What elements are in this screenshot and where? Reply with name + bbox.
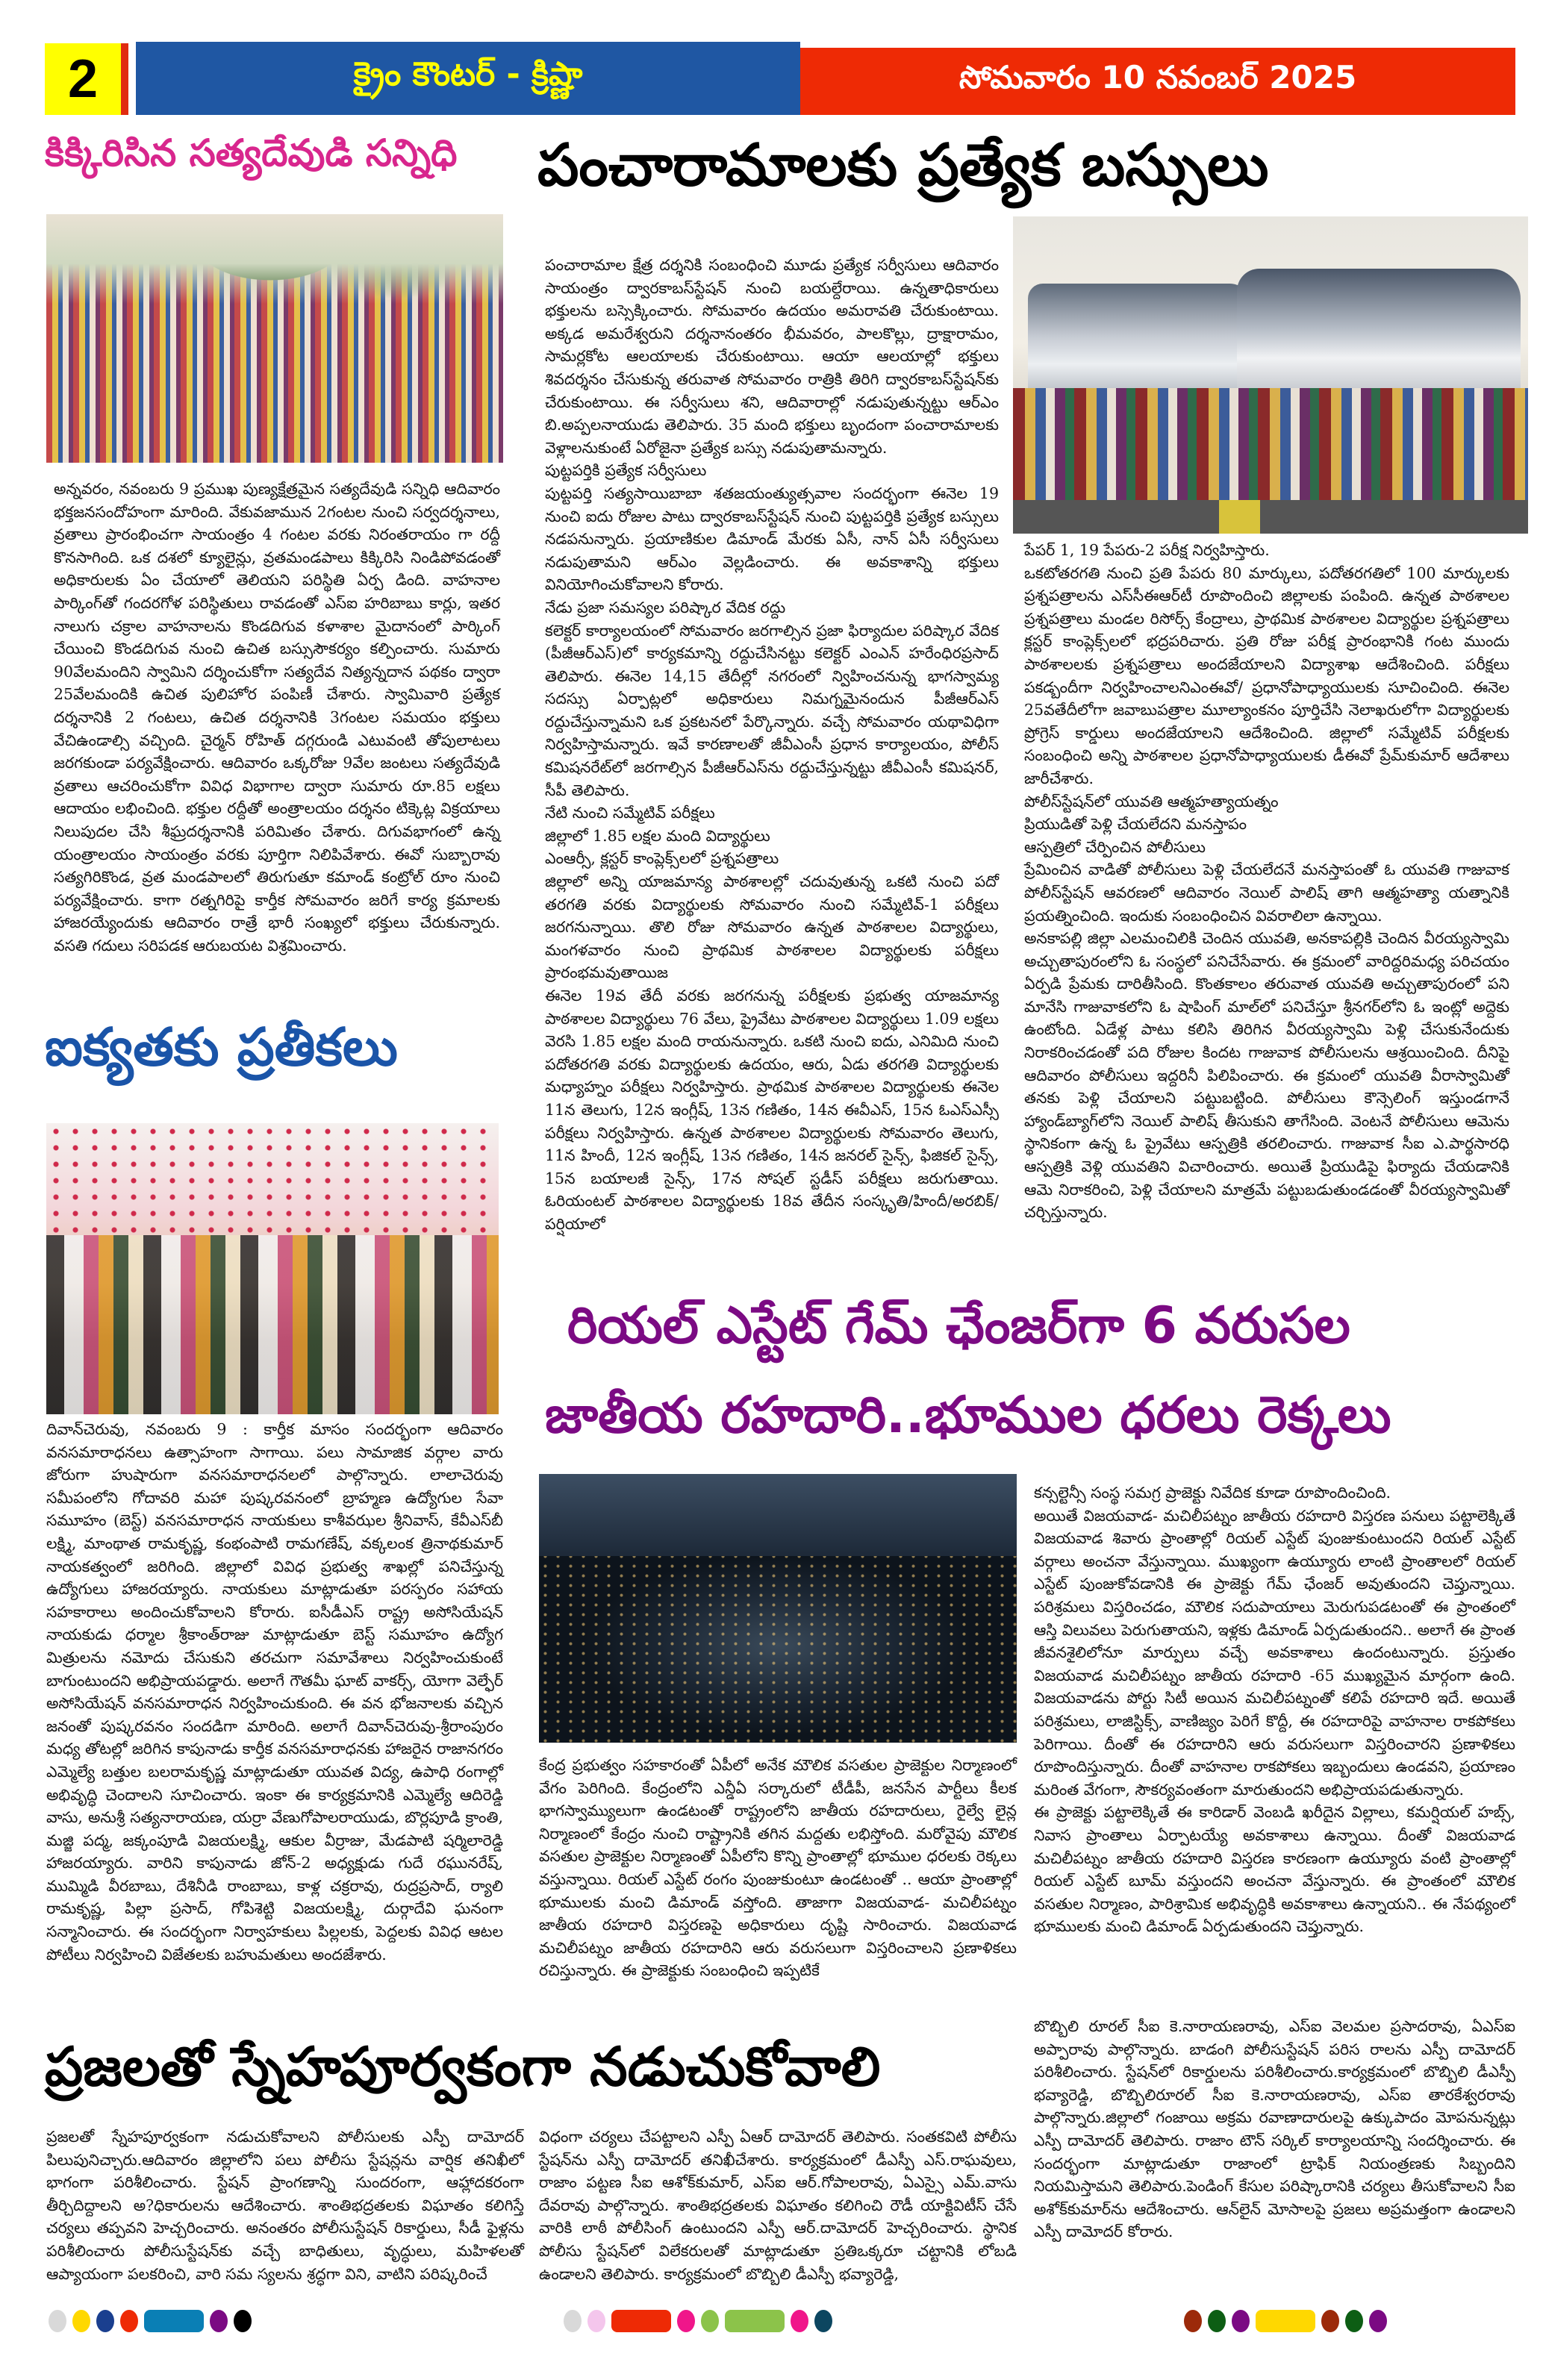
article-paragraph: కన్సల్టెన్సీ సంస్థ సమగ్ర ప్రాజెక్టు నివేదిక కూడా రూపొందించింది. (1034, 1484, 1391, 1502)
color-swatch (1256, 2310, 1315, 2332)
article-subheading: నేడు ప్రజా సమస్యల పరిష్కార వేదిక రద్దు (545, 598, 786, 616)
article-paragraph: అయితే విజయవాడ- మచిలీపట్నం జాతీయ రహదారి విస్తరణ పనులు పట్టాలెక్కితే విజయవాడ శివారు ప్రాంతాల్లో రియల్ ఎస్టేట్ పుంజుకుంటుందని రియల్ ఎస్టేట్ వర్గాలు అంచనా వేస్తున్నాయి. ముఖ్యంగా ఉయ్యూరు లాంటి ప్రాంతాలలో రియల్ ఎస్టేట్ పుంజుకోవడానికి ఈ ప్రాజెక్టు గేమ్ ఛేంజర్ అవుతుందని చెప్తున్నాయి. పరిశ్రమలు విస్తరించడం, మౌలిక సదుపాయాలు మెరుగుపడటంతో ఈ ప్రాంతంలో ఆస్తి విలువలు పెరుగుతాయని, ఇళ్లకు డిమాండ్ ఏర్పడుతుందని.. అలాగే ఈ ప్రాంత జీవనశైలిలోనూ మార్పులు వచ్చే అవకాశాలు ఉందంటున్నారు. ప్రస్తుతం విజయవాడ మచిలీపట్నం జాతీయ రహదారి -65 ముఖ్యమైన మార్గంగా ఉంది. విజయవాడను పోర్టు సిటీ అయిన మచిలీపట్నంతో కలిపే రహదారి ఇదే. అయితే పరిశ్రమలు, లాజిస్టిక్స్, వాణిజ్యం పెరిగే కొద్దీ, ఈ రహదారిపై వాహనాల రాకపోకలు పెరిగాయి. దీంతో ఈ రహదారిని ఆరు వరుసలుగా విస్తరించారని ప్రణాళికలు రూపొందిస్తున్నారు. దీంతో వాహనాల రాకపోకలు ఇబ్బందులు ఉండవని, ప్రయాణం మరింత వేగంగా, సౌకర్యవంతంగా మారుతుందని అభిప్రాయపడుతున్నారు. (1034, 1506, 1515, 1799)
masthead (45, 43, 1515, 115)
road-surface (1013, 500, 1528, 534)
temple-article-body (54, 478, 500, 957)
real-estate-article-body-right (1034, 1481, 1515, 1938)
color-swatch (1184, 2310, 1202, 2332)
color-swatch (1345, 2310, 1363, 2332)
article-paragraph: పంచారామాల క్షేత్ర దర్శనికి సంబంధించి మూడు ప్రత్యేక సర్వీసులు ఆదివారం సాయంత్రం ద్వారకాబస్‌స్టేషన్ నుంచి బయల్దేరాయి. ఉన్నతాధికారులు భక్తులను బస్సెక్కించారు. సోమవారం ఉదయం అమరావతి చేరుకుంటాయి. అక్కడ అమరేశ్వరుని దర్శనానంతరం భీమవరం, పాలకొల్లు, ద్రాక్షారామం, సామర్లకోట ఆలయాలకు చేరుకుంటాయి. ఆయా ఆలయాల్లో భక్తులు శివదర్శనం చేసుకున్న తరువాత సోమవారం రాత్రికి తిరిగి ద్వారకాబస్‌స్టేషన్‌కు చేరుకుంటాయి. ఈ సర్వీసులు శని, ఆదివారాల్లో నడుపుతున్నట్టు ఆర్‌ఎం బి.అప్పలనాయుడు తెలిపారు. 35 మంది భక్తులు బృందంగా పంచారామాలకు వెళ్లాలనుకుంటే ఏరోజైనా ప్రత్యేక బస్సు నడుపుతామన్నారు. (545, 256, 999, 457)
temple-paragraph: అన్నవరం, నవంబరు 9 ప్రముఖ పుణ్యక్షేత్రమైన సత్యదేవుడి సన్నిధి ఆదివారం భక్తజనసందోహంగా మారింది. వేకువజామున 2గంటల నుంచి సర్వదర్శనాలు, వ్రతాలు ప్రారంభించగా సాయంత్రం 4 గంటల వరకు నిరంతరాయం గా రద్దీ కొనసాగింది. ఒక దశలో క్యూలైన్లు, వ్రతమండపాలు కిక్కిరిసి నిండిపోవడంతో అధికారులకు ఏం చేయాలో తెలియని పరిస్థితి ఏర్ప డింది. వాహనాల పార్కింగ్‌తో గందరగోళ పరిస్థితులు రావడంతో ఎస్‌ఐ హరిబాబు కార్లు, ఇతర నాలుగు చక్రాల వాహనాలను కొండదిగువ కళాశాల మైదానంలో పార్కింగ్ చేయించి కొండదిగువ నుంచి ఉచిత బస్సుసౌకర్యం కల్పించారు. సుమారు 90వేలమందిని స్వామిని దర్శించుకోగా సత్యదేవ నిత్యన్నదాన పథకం ద్వారా 25వేలమందికి ఉచిత పులిహోర పంపిణీ చేశారు. స్వామివారి ప్రత్యేక దర్శనానికి 2 గంటలు, ఉచిత దర్శనానికి 3గంటల సమయం భక్తులు వేచిఉండాల్సి వచ్చింది. చైర్మన్ రోహిత్ దగ్గరుండి ఎటువంటి తోపులాటలు జరగకుండా పర్యవేక్షించారు. ఆదివారం ఒక్కరోజు 9వేల జంటలు సత్యదేవుడి వ్రతాలు ఆచరించుకోగా వివిధ విభాగాల ద్వారా సుమారు రూ.85 లక్షలు ఆదాయం లభించింది. భక్తుల రద్దీతో అంత్రాలయం దర్శనం టిక్కెట్ల విక్రయాలు నిలుపుదల చేసి శీఘ్రదర్శనానికి పరిమితం చేశారు. దిగువభాగంలో ఉన్న యంత్రాలయం సాయంత్రం వరకు పూర్తిగా నిలిపివేశారు. ఈవో సుబ్బారావు సత్యగిరికొండ, వ్రత మండపాలలో తిరుగుతూ కమాండ్ కంట్రోల్ రూం నుంచి పర్యవేక్షించారు. కాగా రత్నగిరిపై కార్తీక సోమవారం జరిగే కార్య క్రమాలకు హాజరయ్యేందుకు ఆదివారం రాత్రే భారీ సంఖ్యలో భక్తులు చేరుకున్నారు. వసతి గదులు సరిపడక ఆరుబయట విశ్రమించారు. (54, 480, 500, 955)
article-paragraph: ఈనెల 19వ తేదీ వరకు జరగనున్న పరీక్షలకు ప్రభుత్వ యాజమాన్య పాఠశాలల విద్యార్థులు 76 వేలు, ప్రైవేటు పాఠశాలల విద్యార్థులు 1.09 లక్షలు వెరసి 1.85 లక్షల మంది రాయనున్నారు. ఒకటి నుంచి ఐదు, ఎనిమిది నుంచి పదోతరగతి వరకు విద్యార్థులకు ఉదయం, ఆరు, ఏడు తరగతి విద్యార్థులకు మధ్యాహ్నం పరీక్షలు నిర్వహిస్తారు. ప్రాథమిక పాఠశాలల విద్యార్థులకు ఈనెల 11న తెలుగు, 12న ఇంగ్లీష్, 13న గణితం, 14న ఈవీఎస్, 15న ఓఎస్ఎస్సీ పరీక్షలు నిర్వహిస్తారు. ఉన్నత పాఠశాలల విద్యార్థులకు సోమవారం తెలుగు, 11న హిందీ, 12న ఇంగ్లీష్, 13న గణితం, 14న జనరల్ సైన్స్, ఫిజికల్ సైన్స్, 15న బయాలజీ సైన్స్, 17న సోషల్ స్టడీస్ పరీక్షలు జరుగుతాయి. ఓరియంటల్ పాఠశాలల విద్యార్థులకు 18వ తేదీన సంస్కృతి/హిందీ/అరబిక్/పర్షియాలో (545, 987, 999, 1233)
article-paragraph: పేపర్ 1, 19 పేపరు-2 పరీక్ష నిర్వహిస్తారు. (1024, 541, 1270, 559)
color-swatch (564, 2310, 582, 2332)
community-gathering-photo (46, 1123, 499, 1414)
unity-article-body (46, 1418, 503, 1966)
article-paragraph: బొబ్బిలి రూరల్ సీఐ కె.నారాయణరావు, ఎస్‌ఐ వెలమల ప్రసాదరావు, ఏఎస్‌ఐ అప్పారావు పాల్గొన్నారు. బాడంగి పోలీసుస్టేషన్ పరిస రాలను ఎస్పీ దామోదర్ పరిశీలించారు. స్టేషన్‌లో రికార్డులను పరిశీలించారు.కార్యక్రమంలో బొబ్బిలి డీఎస్పీ భవ్యారెడ్డి, బొబ్బిలిరూరల్ సీఐ కె.నారాయణరావు, ఎస్‌ఐ తారకేశ్వరరావు పాల్గొన్నారు.జిల్లాలో గంజాయి అక్రమ రవాణాదారులపై ఉక్కుపాదం మోపనున్నట్లు ఎస్పీ దామోదర్ తెలిపారు. రాజాం టౌన్ సర్కిల్ కార్యాలయాన్ని సందర్శించారు. ఈ సందర్భంగా మాట్లాడుతూ రాజాంలో ట్రాఫిక్ నియంత్రణకు సిబ్బందిని నియమిస్తామని తెలిపారు.పెండింగ్ కేసుల పరిష్కారానికి చర్యలు తీసుకోవాలని సీఐ అశోక్‌కుమార్‌ను ఆదేశించారు. ఆన్‌లైన్ మోసాలపై ప్రజలు అప్రమత్తంగా ఉండాలని ఎస్పీ దామోదర్ కోరారు. (1034, 2017, 1515, 2241)
buses-article-continuation (1024, 539, 1509, 1224)
color-swatch (144, 2310, 204, 2332)
color-swatch (210, 2310, 228, 2332)
color-swatch (791, 2310, 808, 2332)
article-subheading: ప్రియుడితో పెళ్లి చేయలేదని మనస్తాపం (1024, 815, 1247, 834)
color-swatch (1208, 2310, 1226, 2332)
color-swatch (49, 2310, 66, 2332)
color-registration-bar-left (49, 2310, 252, 2332)
real-estate-headline-line1: రియల్ ఎస్టేట్ గేమ్ ఛేంజర్‌గా 6 వరుసల (567, 1296, 1350, 1355)
article-subheading: పుట్టపర్తికి ప్రత్యేక సర్వీసులు (545, 461, 707, 480)
color-swatch (1369, 2310, 1387, 2332)
article-paragraph: జిల్లాలో అన్ని యాజమాన్య పాఠశాలల్లో చదువుతున్న ఒకటి నుంచి పదో తరగతి వరకు విద్యార్థులకు సోమవారం నుంచి సమ్మేటివ్-1 పరీక్షలు జరగనున్నాయి. తొలి రోజు సోమవారం ఉన్నత పాఠశాలల విద్యార్థులు, మంగళవారం నుంచి ప్రాథమిక పాఠశాలల విద్యార్థులకు పరీక్షలు ప్రారంభమవుతాయిజ (545, 872, 999, 982)
temple-headline: కిక్కిరిసిన సత్యదేవుడి సన్నిధి (45, 131, 458, 175)
group-of-people (46, 1235, 499, 1414)
article-subheading: పోలీస్‌స్టేషన్‌లో యువతి ఆత్మహత్యాయత్నం (1024, 792, 1279, 810)
buses-and-passengers-photo (1013, 216, 1528, 534)
issue-date: సోమవారం 10 నవంబర్ 2025 (800, 48, 1515, 115)
article-paragraph: ఈ ప్రాజెక్టు పట్టాలెక్కితే ఈ కారిడార్ వెంబడి ఖరీదైన విల్లాలు, కమర్షియల్ హబ్స్, నివాస ప్రాంతాలు ఏర్పాటయ్యే అవకాశాలు ఉన్నాయి. దీంతో విజయవాడ మచిలీపట్నం జాతీయ రహదారి విస్తరణ కారణంగా ఉయ్యూరు వంటి ప్రాంతాల్లో రియల్ ఎస్టేట్ బూమ్ వస్తుందని అంచనా వేస్తున్నారు. ఈ ప్రాంతంలో మౌలిక వసతుల నిర్మాణం, పారిశ్రామిక అభివృద్ధికి అవకాశాలు ఉన్నాయని.. ఈ నేపథ్యంలో భూములకు మంచి డిమాండ్ ఏర్పడుతుందని చెప్తున్నారు. (1034, 1803, 1515, 1936)
article-paragraph: అనకాపల్లి జిల్లా ఎలమంచిలికి చెందిన యువతి, అనకాపల్లికి చెందిన వీరయ్యస్వామి అచ్చుతాపురంలోని ఓ సంస్థలో పనిచేసేవారు. ఈ క్రమంలో వారిద్దరిమధ్య పరిచయం ఏర్పడి ప్రేమకు దారితీసింది. కొంతకాలం తరువాత యువతి అచ్చుతాపురంలో పని మానేసి గాజువాకలోని ఓ షాపింగ్ మాల్‌లో పనిచేస్తూ శ్రీనగర్‌లోని ఓ ఇంట్లో అద్దెకు ఉంటోంది. ఏడేళ్ల పాటు కలిసి తిరిగిన వీరయ్యస్వామి పెళ్లి చేసుకునేందుకు నిరాకరించడంతో పది రోజుల కిందట గాజువాక పోలీసులను ఆశ్రయించింది. దీనిపై ఆదివారం పోలీసులు ఇద్దరినీ పిలిపించారు. ఈ క్రమంలో యువతి వీరాస్వామితో తనకు పెళ్లి చేయాలని పట్టుబట్టింది. పోలీసులు కౌన్సెలింగ్ ఇస్తుండగానే హ్యాండ్‌బ్యాగ్‌లోని నెయిల్ పాలిష్ తీసుకుని తాగేసింది. వెంటనే పోలీసులు ఆమెను స్థానికంగా ఉన్న ఓ ప్రైవేటు ఆస్పత్రికి తరలించారు. గాజువాక సీఐ ఎ.పార్థసారధి ఆస్పత్రికి వెళ్లి యువతిని విచారించారు. అయితే ప్రియుడిపై ఫిర్యాదు చేయడానికి ఆమె నిరాకరించి, పెళ్లి చేయాలని మాత్రమే పట్టుబడుతుండడంతో వీరయ్యస్వామితో చర్చిస్తున్నారు. (1024, 929, 1509, 1222)
article-paragraph: ప్రేమించిన వాడితో పోలీసులు పెళ్లి చేయలేదనే మనస్తాపంతో ఓ యువతి గాజువాక పోలీస్‌స్టేషన్ ఆవరణలో ఆదివారం నెయిల్ పాలిష్ తాగి ఆత్మహత్యా యత్నానికి ప్రయత్నించింది. ఇందుకు సంబంధించిన వివరాలిలా ఉన్నాయి. (1024, 861, 1509, 925)
color-swatch (72, 2310, 90, 2332)
temple-crowd-photo (46, 214, 503, 463)
color-swatch (1321, 2310, 1339, 2332)
color-swatch (611, 2310, 671, 2332)
article-paragraph: ప్రజలతో స్నేహపూర్వకంగా నడుచుకోవాలని పోలీసులకు ఎస్పీ దామోదర్ పిలుపునిచ్చారు.ఆదివారం జిల్లాలోని పలు పోలీసు స్టేషన్లను వార్షిక తనిఖీలో భాగంగా పరిశీలించారు. స్టేషన్ ప్రాంగణాన్ని సుందరంగా, ఆహ్లాదకరంగా తీర్చిదిద్దాలని అ?ధికారులను ఆదేశించారు. శాంతిభద్రతలకు విఘాతం కలిగిస్తే చర్యలు తప్పవని హెచ్చరించారు. అనంతరం పోలీసుస్టేషన్ రికార్డులు, సీడీ ఫైళ్లను పరిశీలించారు పోలీసుస్టేషన్‌కు వచ్చే బాధితులు, వృద్ధులు, మహిళలతో ఆప్యాయంగా పలకరించి, వారి సమ స్యలను శ్రద్ధగా విని, వాటిని పరిష్కరించే (46, 2128, 524, 2283)
article-paragraph: ఒకటోతరగతి నుంచి ప్రతి పేపరు 80 మార్కులు, పదోతరగతిలో 100 మార్కులకు ప్రశ్నపత్రాలను ఎస్‌సీఈఆర్‌టీ రూపొందించి జిల్లాలకు పంపింది. ఉన్నత పాఠశాలల ప్రశ్నపత్రాలు మండల రిసోర్స్ కేంద్రాలు, ప్రాథమిక పాఠశాలల విద్యార్థుల ప్రశ్నపత్రాలు క్లస్టర్ కాంప్లెక్స్‌లలో భద్రపరిచారు. ప్రతి రోజు పరీక్ష ప్రారంభానికి గంట ముందు పాఠశాలలకు ప్రశ్నపత్రాలు అందజేయాలని విద్యాశాఖ ఆదేశించింది. పరీక్షలు పకడ్బందీగా నిర్వహించాలనిఎంఈవో/ ప్రధానోపాధ్యాయులకు సూచించింది. ఈనెల 25వతేదీలోగా జవాబుపత్రాల మూల్యాంకనం పూర్తిచేసి నెలాఖరులోగా విద్యార్థులకు ప్రోగ్రెస్ కార్డులు అందజేయాలని ఆదేశించింది. జిల్లాలో సమ్మేటివ్ పరీక్షలకు సంబంధించి అన్ని పాఠశాలల ప్రధానోపాధ్యాయులకు డీఈవో ప్రేమ్‌కుమార్ ఆదేశాలు జారీచేశారు. (1024, 563, 1509, 787)
section-title: క్రైం కౌంటర్ - క్రిష్ణా (136, 42, 800, 115)
police-article-body-3 (1034, 2015, 1515, 2243)
article-paragraph: విధంగా చర్యలు చేపట్టాలని ఎస్పీ ఏఆర్ దామోదర్ తెలిపారు. సంతకవిటి పోలీసు స్టేషన్‌ను ఎస్పీ దామోదర్ తనిఖీచేశారు. కార్యక్రమంలో డీఎస్పీ ఎస్.రాఘవులు, రాజాం పట్టణ సీఐ ఆశోక్‌కుమార్, ఎస్‌ఐ ఆర్.గోపాలరావు, ఏఎస్సై ఎమ్.వాసు దేవరావు పాల్గొన్నారు. శాంతిభద్రతలకు విఘాతం కలిగించి రౌడీ యాక్టివిటీస్ చేసే వారికి లాఠీ పోలీసింగ్ ఉంటుందని ఎస్పీ ఆర్.దామోదర్ హెచ్చరించారు. స్థానిక పోలీసు స్టేషన్‌లో విలేకరులతో మాట్లాడుతూ ప్రతిఒక్కరూ చట్టానికి లోబడి ఉండాలని తెలిపారు. కార్యక్రమంలో బొబ్బిలి డీఎస్పీ భవ్యారెడ్డి, (539, 2128, 1017, 2283)
color-registration-bar-right (1184, 2310, 1387, 2332)
passenger-crowd (1013, 388, 1528, 500)
article-subheading: ఎంఆర్సీ, క్లస్టర్ కాంప్లెక్స్‌లలో ప్రశ్నపత్రాలు (545, 849, 779, 868)
buses-article-body (545, 254, 999, 1236)
article-subheading: జిల్లాలో 1.85 లక్షల మంది విద్యార్థులు (545, 826, 770, 845)
article-subheading: ఆస్పత్రిలో చేర్పించిన పోలీసులు (1024, 837, 1206, 856)
real-estate-article-body-left (539, 1754, 1017, 1982)
real-estate-headline-line2: జాతీయ రహదారి..భూముల ధరలు రెక్కలు (545, 1386, 1391, 1445)
police-headline: ప్రజలతో స్నేహపూర్వకంగా నడుచుకోవాలి (45, 2035, 881, 2098)
color-swatch (587, 2310, 605, 2332)
article-paragraph: పుట్టపర్తి సత్యసాయిబాబా శతజయంత్యుత్సవాల సందర్భంగా ఈనెల 19 నుంచి ఐదు రోజుల పాటు ద్వారకాబస్‌స్టేషన్ నుంచి పుట్టపర్తికి ప్రత్యేక బస్సులు నడపనున్నారు. ప్రయాణికుల డిమాండ్ మేరకు ఏసీ, నాన్ ఏసీ సర్వీసులు నడుపుతామని ఆర్‌ఎం వెల్లడించారు. ఈ అవకాశాన్ని భక్తులు వినియోగించుకోవాలని కోరారు. (545, 484, 999, 594)
page-number: 2 (45, 43, 128, 115)
city-night-aerial-photo (539, 1474, 1017, 1743)
color-registration-bar-middle (564, 2310, 832, 2332)
article-paragraph: కలెక్టర్ కార్యాలయంలో సోమవారం జరగాల్సిన ప్రజా ఫిర్యాదుల పరిష్కార వేదిక (పీజీఆర్‌ఎస్)లో కార్యకమాన్ని రద్దుచేసినట్టు కలెక్టర్ ఎంఎన్ హరేంధిరప్రసాద్ తెలిపారు. ఈనెల 14,15 తేదీల్లో నగరంలో న్విహించనున్న భాగస్వామ్య సదస్సు ఏర్పాట్లలో అధికారులు నిమగ్నమైనందున పీజీఆర్‌ఎస్ రద్దుచేస్తున్నామని ఒక ప్రకటనలో పేర్కొన్నారు. వచ్చే సోమవారం యథావిధిగా నిర్వహిస్తామన్నారు. ఇవే కారణాలతో జీవీఎంసీ ప్రధాన కార్యాలయం, పోలీస్ కమిషనరేట్‌లో జరగాల్సిన పీజీఆర్‌ఎస్‌ను రద్దుచేస్తున్నట్టు జీవీఎంసీ కమిషనర్, సీపీ తెలిపారు. (545, 621, 999, 799)
color-swatch (725, 2310, 785, 2332)
color-swatch (234, 2310, 252, 2332)
article-paragraph: కేంద్ర ప్రభుత్వం సహకారంతో ఏపీలో అనేక మౌలిక వసతుల ప్రాజెక్టుల నిర్మాణంలో వేగం పెరిగింది. కేంద్రంలోని ఎన్డీఏ సర్కారులో టీడీపీ, జనసేన పార్టీలు కీలక భాగస్వామ్యులుగా ఉండటంతో రాష్ట్రంలోని జాతీయ రహదారులు, రైల్వే లైన్ల నిర్మాణంలో కేంద్రం నుంచి రాష్ట్రానికి తగిన మద్దతు లభిస్తోంది. మరోవైపు మౌలిక వసతుల ప్రాజెక్టుల నిర్మాణంతో ఏపీలోని కొన్ని ప్రాంతాల్లో భూముల ధరలకు రెక్కలు వస్తున్నాయి. రియల్ ఎస్టేట్ రంగం పుంజుకుంటూ ఉండటంతో .. ఆయా ప్రాంతాల్లో భూములకు మంచి డిమాండ్ వస్తోంది. తాజాగా విజయవాడ- మచిలీపట్నం జాతీయ రహదారి విస్తరణపై అధికారులు దృష్టి సారించారు. విజయవాడ మచిలీపట్నం జాతీయ రహదారిని ఆరు వరుసలుగా విస్తరించాలని ప్రణాళికలు రచిస్తున్నారు. ఈ ప్రాజెక్టుకు సంబంధించి ఇప్పటికే (539, 1756, 1017, 1980)
color-swatch (701, 2310, 719, 2332)
color-swatch (96, 2310, 114, 2332)
police-article-body-2 (539, 2126, 1017, 2285)
color-swatch (814, 2310, 832, 2332)
police-article-body-1 (46, 2126, 524, 2285)
color-swatch (120, 2310, 138, 2332)
unity-headline: ఐక్యతకు ప్రతీకలు (45, 1016, 398, 1078)
unity-paragraph: దివాన్‌చెరువు, నవంబరు 9 : కార్తీక మాసం సందర్భంగా ఆదివారం వనసమారాధనలు ఉత్సాహంగా సాగాయి. పలు సామాజిక వర్గాల వారు జోరుగా హుషారుగా వనసమారాధనలలో పాల్గొన్నారు. లాలాచెరువు సమీపంలోని గోదావరి మహా పుష్కరవనంలో బ్రాహ్మణ ఉద్యోగుల సేవా సమూహం (బెస్ట్) వనసమారాధన నాయకులు కాశీవఝల శ్రీనివాస్, కేవీఎస్‌బీ లక్ష్మి, మాంథాత రామకృష్ణ, కంభంపాటి రామగణేష్, వక్కలంక త్రినాథకుమార్ నాయకత్వంలో జరిగింది. జిల్లాలో వివిధ ప్రభుత్వ శాఖల్లో పనిచేస్తున్న ఉద్యోగులు హాజరయ్యారు. నాయకులు మాట్లాడుతూ పరస్పరం సహాయ సహకారాలు అందించుకోవాలని కోరారు. ఐసీడీఎస్ రాష్ట్ర అసోసియేషన్ నాయకుడు ధర్మాల శ్రీకాంత్‌రాజు మాట్లాడుతూ బెస్ట్ సమూహం ఉద్యోగ మిత్రులను నమోదు చేసుకుని తరచుగా సమావేశాలు నిర్వహించుకుంటే బాగుంటుందని అభిప్రాయపడ్డారు. అలాగే గౌతమీ ఘాట్ వాకర్స్, యోగా వెల్ఫేర్ అసోసియేషన్ వనసమారాధన నిర్వహించుకుంది. ఈ వన భోజనాలకు వచ్చిన జనంతో పుష్కరవనం సందడిగా మారింది. అలాగే దివాన్‌చెరువు-శ్రీరాంపురం మధ్య తోటల్లో జరిగిన కాపునాడు కార్తీక వనసమారాధనకు హాజరైన రాజానగరం ఎమ్మెల్యే బత్తుల బలరామకృష్ణ మాట్లాడుతూ యువత విద్య, ఉపాధి రంగాల్లో అభివృద్ధి చెందాలని సూచించారు. ఇంకా ఈ కార్యక్రమానికి ఎమ్మెల్యే ఆదిరెడ్డి వాసు, అనుశ్రీ సత్యనారాయణ, యర్రా వేణుగోపాలరాయుడు, బొర్లపూడి క్రాంతి, మజ్జి పద్మ, జక్కంపూడి విజయలక్ష్మి, ఆకుల వీర్రాజు, మేడపాటి షర్మిలారెడ్డి హాజరయ్యారు. వారిని కాపునాడు జోన్-2 అధ్యక్షుడు గుదే రఘునరేష్, ముమ్మిడి వీరబాబు, దేశినీడి రాంబాబు, కాళ్ల చక్రరావు, రుద్రప్రసాద్, ర్యాలి రామకృష్ణ, పిల్లా ప్రసాద్, గోపిశెట్టి విజయలక్ష్మి, దుర్గాదేవి ఘనంగా సన్మానించారు. ఈ సందర్భంగా నిర్వాహకులు పిల్లలకు, పెద్దలకు వివిధ ఆటల పోటీలు నిర్వహించి విజేతలకు బహుమతులు అందజేశారు. (46, 1420, 503, 1964)
color-swatch (1232, 2310, 1250, 2332)
buses-headline: పంచారామాలకు ప్రత్యేక బస్సులు (537, 132, 1269, 199)
color-swatch (677, 2310, 695, 2332)
article-subheading: నేటి నుంచి సమ్మేటివ్ పరీక్షలు (545, 804, 715, 822)
